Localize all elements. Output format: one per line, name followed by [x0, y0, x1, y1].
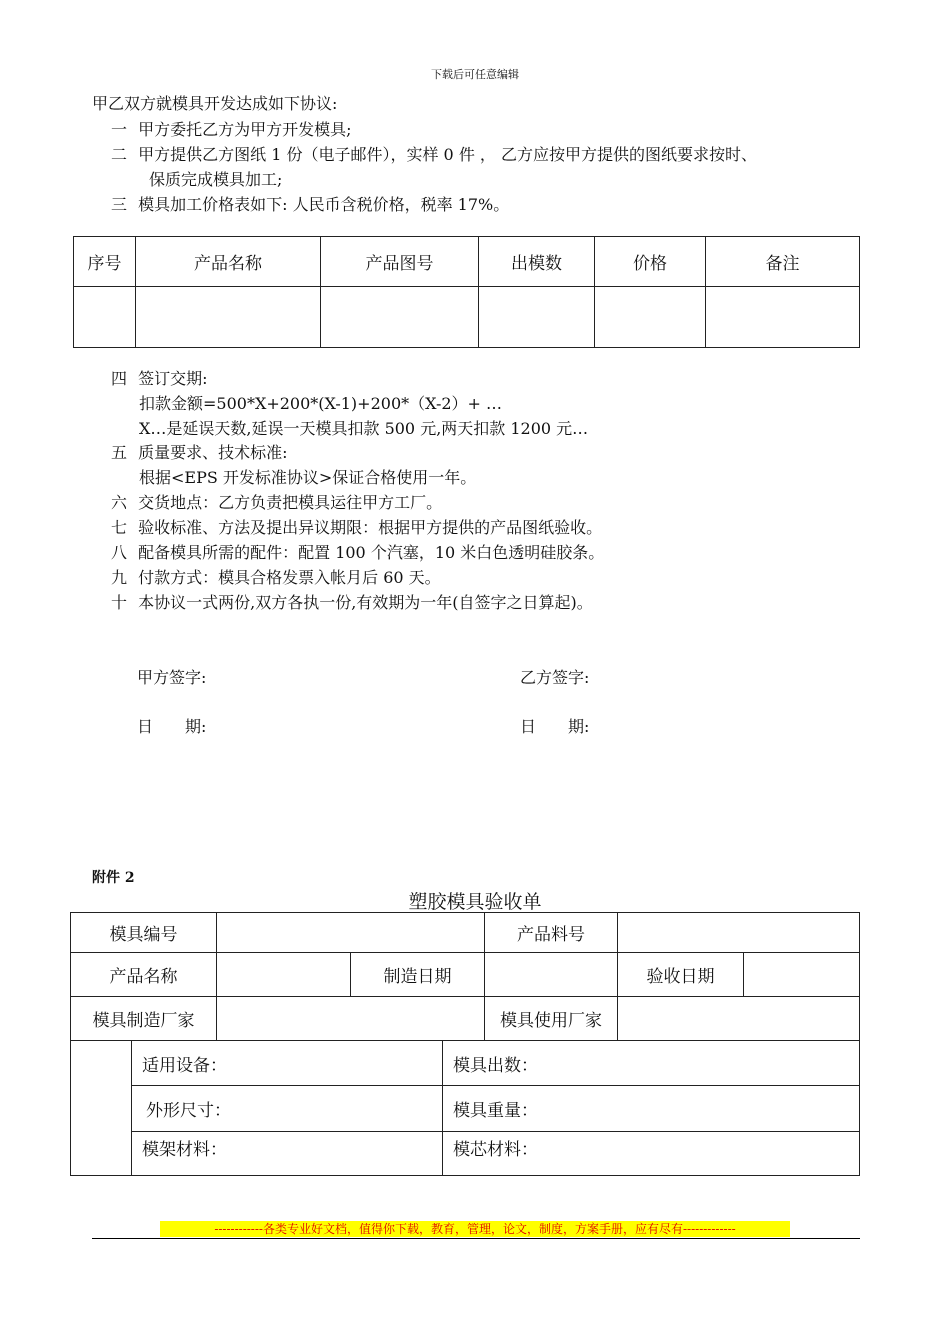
user-label: 模具使用厂家: [485, 997, 618, 1041]
mold-no-label: 模具编号: [71, 913, 217, 953]
mold-no-field[interactable]: [217, 913, 485, 953]
clause-7: [111, 518, 602, 538]
intro-text: 甲乙双方就模具开发达成如下协议:: [92, 94, 338, 113]
form-row: [71, 953, 860, 997]
clause-5-sub-1: 根据<EPS 开发标准协议>保证合格使用一年。: [139, 468, 477, 487]
footer-rule: [92, 1238, 860, 1239]
party-a-signature: 甲方签字:: [137, 668, 207, 687]
party-a-date: 日 期:: [137, 717, 207, 736]
clause-text: 签订交期:: [138, 369, 208, 388]
clause-text: 本协议一式两份,双方各执一份,有效期为一年(自签字之日算起)。: [138, 593, 593, 612]
clause-num: 九: [111, 568, 128, 587]
manufacturer-label: 模具制造厂家: [71, 997, 217, 1041]
table-cell[interactable]: [706, 287, 860, 348]
table-cell[interactable]: [479, 287, 595, 348]
footer-banner: ------------各类专业好文档，值得你下载，教育，管理，论文，制度，方案手册，应有尽有-------------: [160, 1221, 790, 1237]
clause-num: 四: [111, 369, 128, 388]
item-3: [111, 195, 509, 215]
clause-num: 八: [111, 543, 128, 562]
clause-6: [111, 493, 442, 513]
cavities-label[interactable]: 模具出数：: [443, 1041, 860, 1086]
clause-4: [111, 369, 208, 389]
side-cell: [71, 1041, 132, 1176]
clause-text: 交货地点：乙方负责把模具运往甲方工厂。: [138, 493, 443, 512]
clause-9: [111, 568, 441, 588]
core-material-label[interactable]: 模芯材料：: [443, 1132, 860, 1176]
item-1: [111, 120, 352, 140]
item-text: 甲方提供乙方图纸 1 份（电子邮件），实样 0 件 ， 乙方应按甲方提供的图纸要求按时、: [138, 145, 757, 164]
item-num: 三: [111, 195, 128, 214]
form-row: [71, 1132, 860, 1176]
equipment-label[interactable]: 适用设备：: [132, 1041, 443, 1086]
weight-label[interactable]: 模具重量：: [443, 1086, 860, 1132]
table-cell[interactable]: [136, 287, 321, 348]
manufacturer-field[interactable]: [217, 997, 485, 1041]
col-header: 序号: [74, 237, 136, 287]
clause-num: 七: [111, 518, 128, 537]
col-header: 产品名称: [136, 237, 321, 287]
form-row: [71, 1041, 860, 1086]
frame-material-label[interactable]: 模架材料：: [132, 1132, 443, 1176]
acceptance-form: [70, 912, 860, 1176]
clause-num: 六: [111, 493, 128, 512]
dimensions-label[interactable]: 外形尺寸：: [132, 1086, 443, 1132]
table-cell[interactable]: [595, 287, 706, 348]
clause-10: [111, 593, 593, 613]
col-header: 出模数: [479, 237, 595, 287]
clause-5: [111, 443, 288, 463]
party-b-signature: 乙方签字:: [520, 668, 590, 687]
table-cell[interactable]: [321, 287, 479, 348]
col-header: 产品图号: [321, 237, 479, 287]
clause-text: 验收标准、方法及提出异议期限：根据甲方提供的产品图纸验收。: [138, 518, 603, 537]
page-header: 下载后可任意编辑: [431, 68, 519, 81]
clause-text: 配备模具所需的配件：配置 100 个汽塞，10 米白色透明硅胶条。: [138, 543, 605, 562]
item-num: 一: [111, 120, 128, 139]
manufacture-date-field[interactable]: [485, 953, 618, 997]
form-row: [71, 1086, 860, 1132]
clause-text: 质量要求、技术标准:: [138, 443, 288, 462]
item-num: 二: [111, 145, 128, 164]
product-name-label: 产品名称: [71, 953, 217, 997]
col-header: 备注: [706, 237, 860, 287]
table-cell[interactable]: [74, 287, 136, 348]
item-2-cont: 保质完成模具加工;: [149, 170, 283, 189]
product-code-field[interactable]: [618, 913, 860, 953]
acceptance-date-field[interactable]: [744, 953, 860, 997]
clause-num: 五: [111, 443, 128, 462]
clause-8: [111, 543, 604, 563]
col-header: 价格: [595, 237, 706, 287]
table-header-row: [74, 237, 860, 287]
item-2: [111, 145, 757, 165]
product-name-field[interactable]: [217, 953, 351, 997]
product-code-label: 产品料号: [485, 913, 618, 953]
manufacture-date-label: 制造日期: [351, 953, 485, 997]
clause-4-sub-1: 扣款金额=500*X+200*(X-1)+200*（X-2）+ …: [139, 394, 503, 413]
attachment-title: 塑胶模具验收单: [408, 891, 542, 913]
clause-4-sub-2: X…是延误天数,延误一天模具扣款 500 元,两天扣款 1200 元…: [139, 419, 589, 438]
party-b-date: 日 期:: [520, 717, 590, 736]
item-text: 模具加工价格表如下: 人民币含税价格，税率 17%。: [138, 195, 510, 214]
price-table: [73, 236, 860, 348]
item-text: 甲方委托乙方为甲方开发模具;: [138, 120, 352, 139]
form-row: [71, 997, 860, 1041]
clause-text: 付款方式：模具合格发票入帐月后 60 天。: [138, 568, 441, 587]
user-field[interactable]: [618, 997, 860, 1041]
table-row: [74, 287, 860, 348]
clause-num: 十: [111, 593, 128, 612]
form-row: [71, 913, 860, 953]
attachment-label: 附件 2: [92, 870, 135, 886]
acceptance-date-label: 验收日期: [618, 953, 744, 997]
